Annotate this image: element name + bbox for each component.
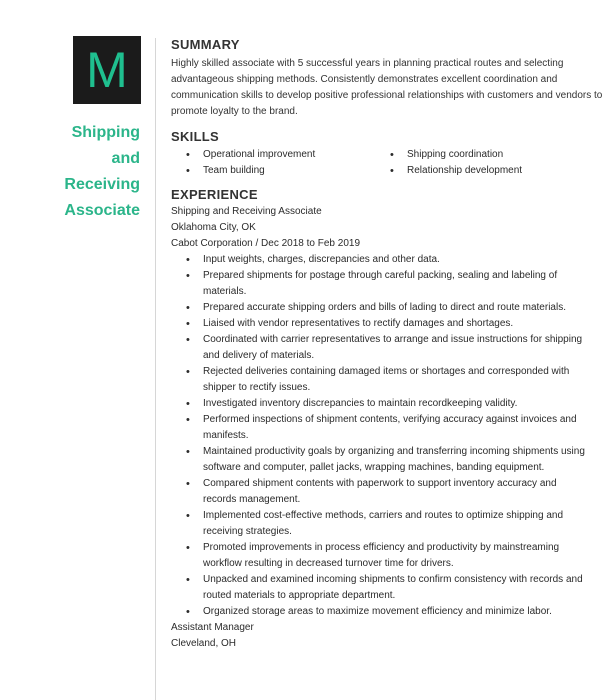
list-item: • Input weights, charges, discrepancies and other data. bbox=[183, 252, 591, 268]
job-title-line: Shipping bbox=[71, 124, 140, 141]
skill-item: • Shipping coordination bbox=[387, 147, 587, 163]
job-title bbox=[0, 120, 140, 224]
job-title-text: Assistant Manager bbox=[171, 622, 254, 633]
summary-heading: SUMMARY bbox=[171, 37, 240, 52]
summary-text: Highly skilled associate with 5 successful years in planning practical routes and selecting advantageous shipping methods. Consistently demonstrates excellent coordination and communication skills to develop positive professional relationships with customers and vendors to promote loyalty to the brand. bbox=[171, 58, 603, 117]
list-item: • Maintained productivity goals by organizing and transferring incoming shipments using software and computer, pallet jacks, wrapping machines, banding equipment. bbox=[183, 444, 591, 476]
job-title-text: Shipping and Receiving Associate bbox=[171, 206, 322, 217]
job-title-line: Receiving bbox=[64, 176, 140, 193]
list-item: • Prepared shipments for postage through careful packing, sealing and labeling of materials. bbox=[183, 268, 591, 300]
skill-item: • Relationship development bbox=[387, 163, 587, 179]
list-item: • Rejected deliveries containing damaged items or shortages and corresponded with shipper to rectify issues. bbox=[183, 364, 591, 396]
job-company-dates: Cabot Corporation / Dec 2018 to Feb 2019 bbox=[171, 238, 361, 249]
skills-heading: SKILLS bbox=[171, 129, 220, 144]
responsibilities-list bbox=[171, 252, 611, 620]
list-item: • Promoted improvements in process efficiency and productivity by mainstreaming workflow resulting in decreased turnover time for drivers. bbox=[183, 540, 591, 572]
job-location: Cleveland, OH bbox=[171, 638, 237, 649]
sidebar bbox=[0, 0, 150, 700]
skill-item: • Team building bbox=[183, 163, 383, 179]
vertical-divider bbox=[155, 38, 156, 700]
experience-heading: EXPERIENCE bbox=[171, 187, 258, 202]
skills-list bbox=[183, 147, 611, 179]
list-item: • Compared shipment contents with paperwork to support inventory accuracy and records management. bbox=[183, 476, 591, 508]
list-item: • Liaised with vendor representatives to rectify damages and shortages. bbox=[183, 316, 591, 332]
list-item: • Unpacked and examined incoming shipments to confirm consistency with records and routed materials to appropriate department. bbox=[183, 572, 591, 604]
job-title-line: and bbox=[111, 150, 140, 167]
job-location: Oklahoma City, OK bbox=[171, 222, 256, 233]
job-title-line: Associate bbox=[64, 202, 140, 219]
list-item: • Implemented cost-effective methods, carriers and routes to optimize shipping and receiving strategies. bbox=[183, 508, 591, 540]
resume-main bbox=[171, 36, 611, 652]
list-item: • Investigated inventory discrepancies to maintain recordkeeping validity. bbox=[183, 396, 591, 412]
list-item: • Coordinated with carrier representatives to arrange and issue instructions for shipping and delivery of materials. bbox=[183, 332, 591, 364]
list-item: • Organized storage areas to maximize movement efficiency and minimize labor. bbox=[183, 604, 591, 620]
skill-item: • Operational improvement bbox=[183, 147, 383, 163]
monogram-logo: M bbox=[73, 36, 141, 104]
list-item: • Performed inspections of shipment contents, verifying accuracy against invoices and manifests. bbox=[183, 412, 591, 444]
list-item: • Prepared accurate shipping orders and bills of lading to direct and route materials. bbox=[183, 300, 591, 316]
